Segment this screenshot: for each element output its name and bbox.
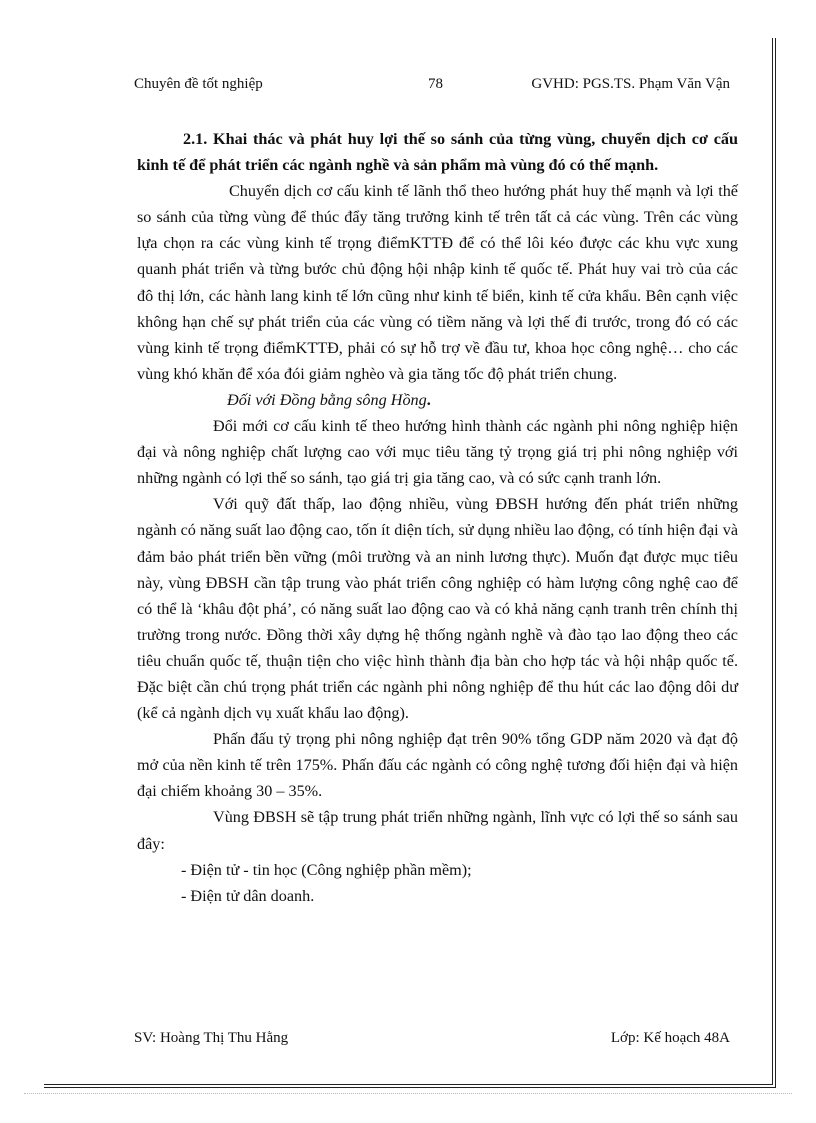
page-header [134, 76, 730, 98]
region-title-text: Đối với Đồng bằng sông Hồng [227, 390, 427, 409]
paragraph-4: Vùng ĐBSH sẽ tập trung phát triển những ngành, lĩnh vực có lợi thế so sánh sau đây: [137, 808, 738, 853]
footer-class: Lớp: Kế hoạch 48A [610, 1030, 730, 1046]
region-title [137, 387, 738, 413]
intro-paragraph: Chuyển dịch cơ cấu kinh tế lãnh thổ theo hướng phát huy thế mạnh và lợi thế so sánh của từng vùng để thúc đẩy tăng trưởng kinh tế trên tất cả các vùng. Trên các vùng lựa chọn ra các vùng kinh tế trọng điểmKTTĐ để có thể lôi kéo được các khu vực xung quanh phát triển và từng bước chủ động hội nhập kinh tế quốc tế. Phát huy vai trò của các đô thị lớn, các hành lang kinh tế lớn cũng như kinh tế biển, kinh tế cửa khẩu. Bên cạnh việc không hạn chế sự phát triển của các vùng có tiềm năng và lợi thế đi trước, trong đó có các vùng kinh tế trọng điểmKTTĐ, phải có sự hỗ trợ về đầu tư, khoa học công nghệ… cho các vùng khó khăn để xóa đói giảm nghèo và gia tăng tốc độ phát triển chung. [137, 182, 738, 383]
header-title: Chuyên đề tốt nghiệp [134, 76, 263, 92]
footer-student: SV: Hoàng Thị Thu Hằng [134, 1030, 289, 1046]
page-number: 78 [428, 76, 443, 92]
region-title-suffix: . [426, 390, 431, 409]
page-footer [134, 1030, 730, 1052]
section-heading: 2.1. Khai thác và phát huy lợi thế so sánh của từng vùng, chuyển dịch cơ cấu kinh tế để phát triển các ngành nghề và sản phẩm mà vùng đó có thế mạnh. [137, 130, 738, 175]
paragraph-3: Phấn đấu tỷ trọng phi nông nghiệp đạt trên 90% tổng GDP năm 2020 và đạt độ mở của nền kinh tế trên 175%. Phấn đấu các ngành có công nghệ tương đối hiện đại và hiện đại chiếm khoảng 30 – 35%. [137, 730, 738, 801]
list-item: - Điện tử - tin học (Công nghiệp phần mềm); [181, 860, 472, 879]
page-bottom-divider [24, 1093, 792, 1094]
paragraph-1: Đổi mới cơ cấu kinh tế theo hướng hình thành các ngành phi nông nghiệp hiện đại và nông nghiệp chất lượng cao với mục tiêu tăng tỷ trọng giá trị phi nông nghiệp với những ngành có lợi thế so sánh, tạo giá trị gia tăng cao, và có sức cạnh tranh lớn. [137, 417, 738, 488]
document-body [137, 126, 738, 909]
paragraph-2: Với quỹ đất thấp, lao động nhiều, vùng ĐBSH hướng đến phát triển những ngành có năng suất lao động cao, tốn ít diện tích, sử dụng nhiều lao động, có tính hiện đại và đảm bảo phát triển bền vững (môi trường và an ninh lương thực). Muốn đạt được mục tiêu này, vùng ĐBSH cần tập trung vào phát triển công nghiệp có hàm lượng công nghệ cao để có thể là ‘khâu đột phá’, có năng suất lao động cao và có khả năng cạnh tranh trên chính thị trường trong nước. Đồng thời xây dựng hệ thống ngành nghề và đào tạo lao động theo các tiêu chuẩn quốc tế, thuận tiện cho việc hình thành địa bàn cho hợp tác và hội nhập quốc tế. Đặc biệt cần chú trọng phát triển các ngành phi nông nghiệp để thu hút các lao động dôi dư (kể cả ngành dịch vụ xuất khẩu lao động). [137, 495, 738, 723]
list-item: - Điện tử dân doanh. [181, 886, 315, 905]
header-advisor: GVHD: PGS.TS. Phạm Văn Vận [531, 76, 730, 92]
